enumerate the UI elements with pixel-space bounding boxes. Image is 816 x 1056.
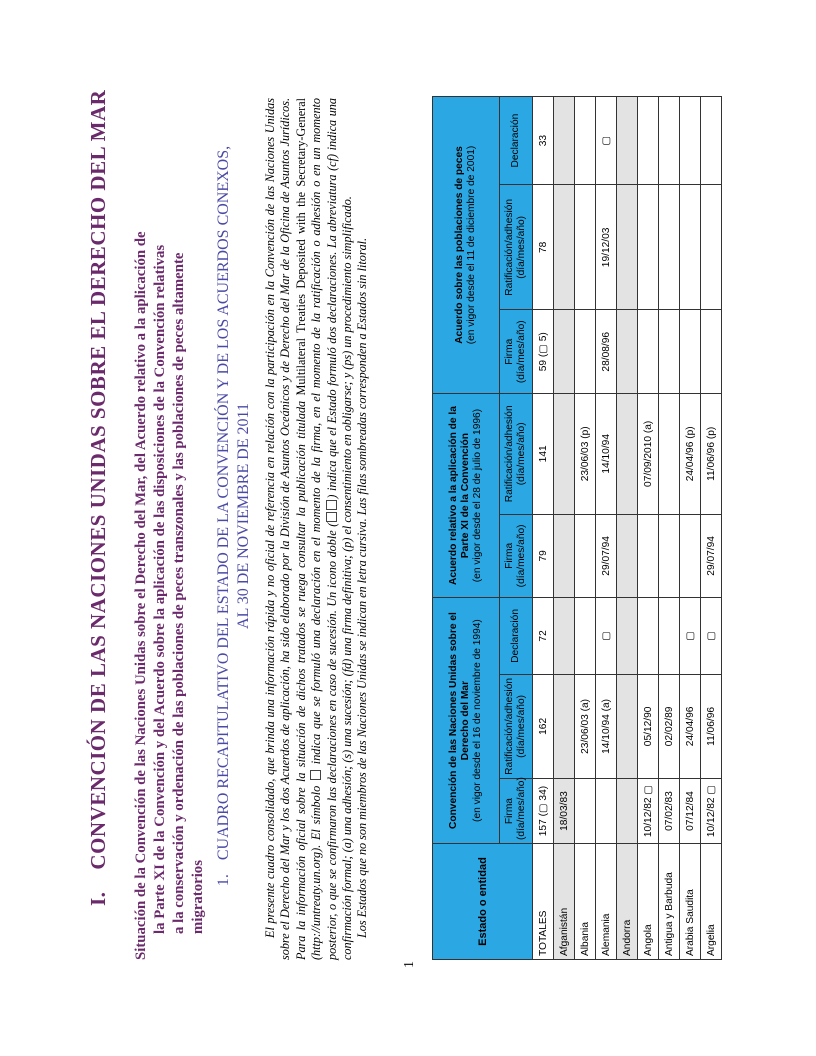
- state-name-cell: Angola: [638, 844, 659, 960]
- intro-text: [263, 98, 371, 960]
- table-cell: [554, 674, 575, 778]
- table-cell: [596, 779, 617, 844]
- table-row: [701, 97, 722, 960]
- state-name-cell: Antigua y Barbuda: [659, 844, 680, 960]
- table-row: [533, 97, 554, 960]
- section-title-line-1: CUADRO RECAPITULATIVO DEL ESTADO DE LA CONVENCIÓN Y DE LOS ACUERDOS CONEXOS,: [215, 145, 232, 861]
- table-cell: [701, 97, 722, 185]
- table-cell: [617, 393, 638, 514]
- table-cell: [659, 97, 680, 185]
- table-row: [575, 97, 596, 960]
- table-cell: 14/10/94: [596, 393, 617, 514]
- table-cell: 162: [533, 674, 554, 778]
- group-header-fish-stocks: Acuerdo sobre las poblaciones de peces (en vigor desde el 11 de diciembre de 2001): [433, 97, 500, 394]
- table-cell: [554, 598, 575, 675]
- table-row: [596, 97, 617, 960]
- group-header-convention: Convención de las Naciones Unidas sobre el Derecho del Mar (en vigor desde el 16 de noviembre de 1994): [433, 598, 500, 844]
- table-cell: [575, 310, 596, 394]
- table-cell: [680, 310, 701, 394]
- table-cell: [554, 514, 575, 598]
- section-title-line-2: AL 30 DE NOVIEMBRE DE 2011: [235, 403, 252, 629]
- table-cell: [617, 97, 638, 185]
- subheader-declaracion: Declaración: [500, 97, 533, 185]
- table-cell: [575, 97, 596, 185]
- table-cell: 11/06/96 (p): [701, 393, 722, 514]
- intro-paragraph-1: El presente cuadro consolidado, que brinda una información rápida y no oficial de referencia en relación con la participación en la Convención de las Naciones Unidas sobre el Derecho del Mar y los dos Acuerdos de aplicación, ha sido elaborado por la División de Asuntos Oceánicos y de Derecho del Mar de la Oficina de Asuntos Jurídicos. Para la información oficial sobre la situación de dichos tratados se ruega consultar la publicación titulada Multilateral Treaties Deposited with the Secretary-General (http://untreaty.un.org). El símbolo indica que se formuló una declaración en el momento de la firma, en el momento de la ratificación o adhesión o en un momento posterior, o que se confirmaron las declaraciones en caso de sucesión. Un icono doble () indica que el Estado formuló dos declaraciones. La abreviatura (cf) indica una confirmación formal; (a) una adhesión; (s) una sucesión; (fd) una firma definitiva; (p) el consentimiento en obligarse; y (ps) un procedimiento simplificado.: [263, 97, 355, 960]
- table-cell: [575, 514, 596, 598]
- table-cell: 33: [533, 97, 554, 185]
- table-cell: 24/04/96: [680, 674, 701, 778]
- table-cell: 29/07/94: [596, 514, 617, 598]
- table-row: [554, 97, 575, 960]
- table-cell: 23/06/03 (p): [575, 393, 596, 514]
- table-cell: 07/12/84: [680, 779, 701, 844]
- table-cell: 59 (▢ 5): [533, 310, 554, 394]
- table-cell: 79: [533, 514, 554, 598]
- subtitle-line-4: migratorios: [190, 860, 206, 934]
- table-cell: 05/12/90: [638, 674, 659, 778]
- table-cell: [554, 97, 575, 185]
- group-header-part-xi: Acuerdo relativo a la aplicación de la Parte XI de la Convención (en vigor desde el 28 de julio de 1996): [433, 393, 500, 597]
- state-name-cell: Afganistán: [554, 844, 575, 960]
- subheader-firma: Firma (día/mes/año): [500, 310, 533, 394]
- table-cell: 10/12/82 ▢: [701, 779, 722, 844]
- status-table: [432, 96, 722, 960]
- table-cell: [617, 598, 638, 675]
- table-cell: [680, 185, 701, 310]
- title-roman-numeral: I.: [86, 891, 110, 906]
- state-column-header: Estado o entidad: [433, 844, 533, 960]
- subtitle-line-2: la Parte XI de la Convención y del Acuerdo sobre la aplicación de las disposiciones de la Convención relativas: [152, 244, 168, 934]
- page-title: [86, 89, 111, 906]
- table-cell: ▢: [701, 598, 722, 675]
- table-cell: [659, 185, 680, 310]
- table-cell: 72: [533, 598, 554, 675]
- subtitle-line-3: a la conservación y ordenación de las poblaciones de peces transzonales y las poblaciones de peces altamente: [171, 252, 187, 934]
- table-cell: [701, 310, 722, 394]
- table-cell: [554, 393, 575, 514]
- table-cell: 29/07/94: [701, 514, 722, 598]
- table-cell: [638, 598, 659, 675]
- table-cell: [617, 779, 638, 844]
- table-cell: 11/06/96: [701, 674, 722, 778]
- table-cell: 02/02/89: [659, 674, 680, 778]
- table-cell: 141: [533, 393, 554, 514]
- declaration-box-icon: [310, 770, 321, 780]
- table-cell: ▢: [596, 598, 617, 675]
- table-cell: 23/06/03 (a): [575, 674, 596, 778]
- table-cell: [659, 514, 680, 598]
- state-name-cell: TOTALES: [533, 844, 554, 960]
- state-name-cell: Albania: [575, 844, 596, 960]
- section-number: 1.: [215, 874, 232, 887]
- table-row: [659, 97, 680, 960]
- subheader-ratificacion: Ratificación/adhesión (día/mes/año): [500, 185, 533, 310]
- table-cell: 10/12/82 ▢: [638, 779, 659, 844]
- title-text: CONVENCIÓN DE LAS NACIONES UNIDAS SOBRE EL DERECHO DEL MAR: [86, 89, 110, 870]
- subheader-firma: Firma (día/mes/año): [500, 514, 533, 598]
- table-cell: [638, 310, 659, 394]
- declaration-box-icon: [326, 500, 337, 510]
- table-cell: 78: [533, 185, 554, 310]
- declaration-box-icon: [326, 512, 337, 522]
- table-cell: ▢: [596, 97, 617, 185]
- table-cell: 07/02/83: [659, 779, 680, 844]
- table-cell: [575, 185, 596, 310]
- subheader-ratificacion: Ratificación/adhesión (día/mes/año): [500, 674, 533, 778]
- table-cell: [575, 779, 596, 844]
- subtitle-line-1: Situación de la Convención de las Naciones Unidas sobre el Derecho del Mar, del Acuerdo relativo a la aplicación de: [133, 231, 149, 960]
- subheader-declaracion: Declaración: [500, 598, 533, 675]
- page-number: 1: [402, 961, 417, 968]
- intro-paragraph-2: Los Estados que no son miembros de las Naciones Unidas se indican en letra cursiva. Las filas sombreadas corresponden a Estados sin litoral.: [355, 237, 370, 938]
- table-row: [638, 97, 659, 960]
- table-cell: [701, 185, 722, 310]
- table-cell: 24/04/96 (p): [680, 393, 701, 514]
- table-cell: [659, 310, 680, 394]
- table-cell: [617, 185, 638, 310]
- table-cell: [617, 310, 638, 394]
- subheader-firma: Firma (día/mes/año): [500, 779, 533, 844]
- subheader-ratificacion: Ratificación/adhesión (día/mes/año): [500, 393, 533, 514]
- state-name-cell: Arabia Saudita: [680, 844, 701, 960]
- table-cell: 18/03/83: [554, 779, 575, 844]
- table-cell: [617, 674, 638, 778]
- table-row: [617, 97, 638, 960]
- table-cell: [680, 97, 701, 185]
- table-cell: 14/10/94 (a): [596, 674, 617, 778]
- table-cell: [638, 97, 659, 185]
- table-cell: 07/09/2010 (a): [638, 393, 659, 514]
- table-row: [680, 97, 701, 960]
- table-cell: 19/12/03: [596, 185, 617, 310]
- table-cell: [638, 185, 659, 310]
- state-name-cell: Andorra: [617, 844, 638, 960]
- table-cell: [575, 598, 596, 675]
- state-name-cell: Argelia: [701, 844, 722, 960]
- table-cell: [617, 514, 638, 598]
- table-cell: [638, 514, 659, 598]
- document-subtitle: [132, 100, 208, 960]
- table-cell: [554, 310, 575, 394]
- table-cell: 157 (▢ 34): [533, 779, 554, 844]
- table-cell: [680, 514, 701, 598]
- state-name-cell: Alemania: [596, 844, 617, 960]
- table-cell: 28/08/96: [596, 310, 617, 394]
- table-cell: ▢: [680, 598, 701, 675]
- table-cell: [659, 598, 680, 675]
- table-cell: [554, 185, 575, 310]
- table-cell: [659, 393, 680, 514]
- section-heading: [214, 126, 254, 906]
